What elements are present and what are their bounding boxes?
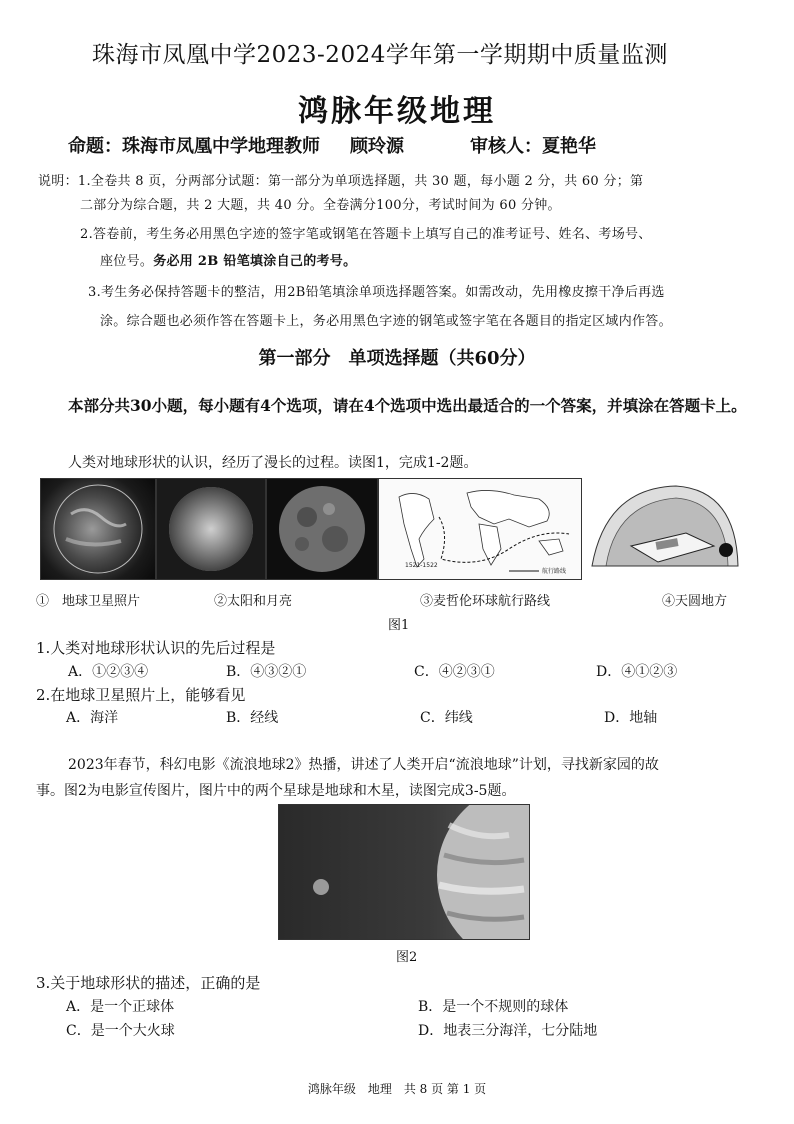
question-1: 1.人类对地球形状认识的先后过程是 (36, 639, 276, 657)
group2-stem-line-2: 事。图2为电影宣传图片，图片中的两个星球是地球和木星，读图完成3-5题。 (36, 783, 516, 799)
main-title: 鸿脉年级地理 (298, 94, 496, 129)
q1-option-a: A．①②③④ (68, 664, 149, 680)
school-title: 珠海市凤凰中学2023-2024学年第一学期期中质量监测 (92, 42, 668, 68)
caption-3: ③麦哲伦环球航行路线 (420, 594, 551, 609)
reviewer: 审核人：夏艳华 (470, 136, 596, 157)
wandering-earth-poster (278, 804, 530, 940)
moon-photo (266, 478, 378, 580)
q2-option-b: B．经线 (226, 710, 279, 726)
note-1-line-2: 二部分为综合题，共 2 大题，共 40 分。全卷满分100分，考试时间为 60 分钟。 (80, 198, 561, 213)
note-2-line-2 (100, 250, 356, 269)
group2-stem-line-1: 2023年春节，科幻电影《流浪地球2》热播，讲述了人类开启“流浪地球”计划，寻找新家园的故 (68, 757, 659, 773)
earth-satellite-photo (40, 478, 156, 580)
section-title: 第一部分 单项选择题（共60分） (258, 348, 536, 369)
note-3-line-2: 涂。综合题也必须作答在答题卡上，务必用黑色字迹的钢笔或签字笔在各题目的指定区域内作答。 (100, 314, 672, 329)
author-line (68, 132, 596, 158)
q1-option-c: C．④②③① (414, 664, 495, 680)
author-name: 顾玲源 (350, 136, 404, 157)
section-intro: 本部分共30小题，每小题有4个选项，请在4个选项中选出最适合的一个答案，并填涂在答题卡上。 (68, 396, 747, 415)
map-legend-label: 航行路线 (542, 568, 567, 575)
note-1-line-1: 说明：1.全卷共 8 页，分两部分试题：第一部分为单项选择题，共 30 题，每小题 2 分，共 60 分；第 (38, 174, 644, 189)
q3-option-c: C．是一个大火球 (66, 1023, 175, 1039)
q3-option-a: A．是一个正球体 (66, 999, 175, 1015)
note-3-line-1: 3.考生务必保持答题卡的整洁，用2B铅笔填涂单项选择题答案。如需改动，先用橡皮擦干净后再选 (88, 285, 665, 300)
group1-stem: 人类对地球形状的认识，经历了漫长的过程。读图1，完成1-2题。 (68, 455, 478, 471)
question-3: 3.关于地球形状的描述，正确的是 (36, 974, 261, 992)
caption-1: ① 地球卫星照片 (36, 594, 141, 609)
caption-2: ②太阳和月亮 (214, 594, 293, 609)
page-footer: 鸿脉年级 地理 共 8 页 第 1 页 (307, 1082, 487, 1096)
q2-option-c: C．纬线 (420, 710, 473, 726)
question-2: 2.在地球卫星照片上，能够看见 (36, 686, 246, 704)
note-2-line-2b: 务必用 2B 铅笔填涂自己的考号。 (153, 254, 357, 269)
q3-option-b: B．是一个不规则的球体 (418, 999, 569, 1015)
sun-moon-photo (156, 478, 266, 580)
q2-option-d: D．地轴 (604, 710, 658, 726)
q1-option-b: B．④③②① (226, 664, 307, 680)
q1-option-d: D．④①②③ (596, 664, 678, 680)
q3-option-d: D．地表三分海洋，七分陆地 (418, 1023, 598, 1039)
author: 命题：珠海市凤凰中学地理教师 (68, 136, 320, 157)
note-2-line-2a: 座位号。 (100, 254, 154, 269)
caption-4: ④天圆地方 (662, 594, 728, 609)
note-2-line-1: 2.答卷前，考生务必用黑色字迹的签字笔或钢笔在答题卡上填写自己的准考证号、姓名、考场号、 (80, 227, 652, 242)
figure-2-label: 图2 (396, 950, 418, 965)
figure-1-label: 图1 (388, 618, 410, 633)
q2-option-a: A．海洋 (66, 710, 119, 726)
map-year-label: 1521-1522 (405, 562, 438, 569)
round-sky-square-earth-illustration (586, 478, 742, 578)
magellan-route-map (378, 478, 582, 580)
